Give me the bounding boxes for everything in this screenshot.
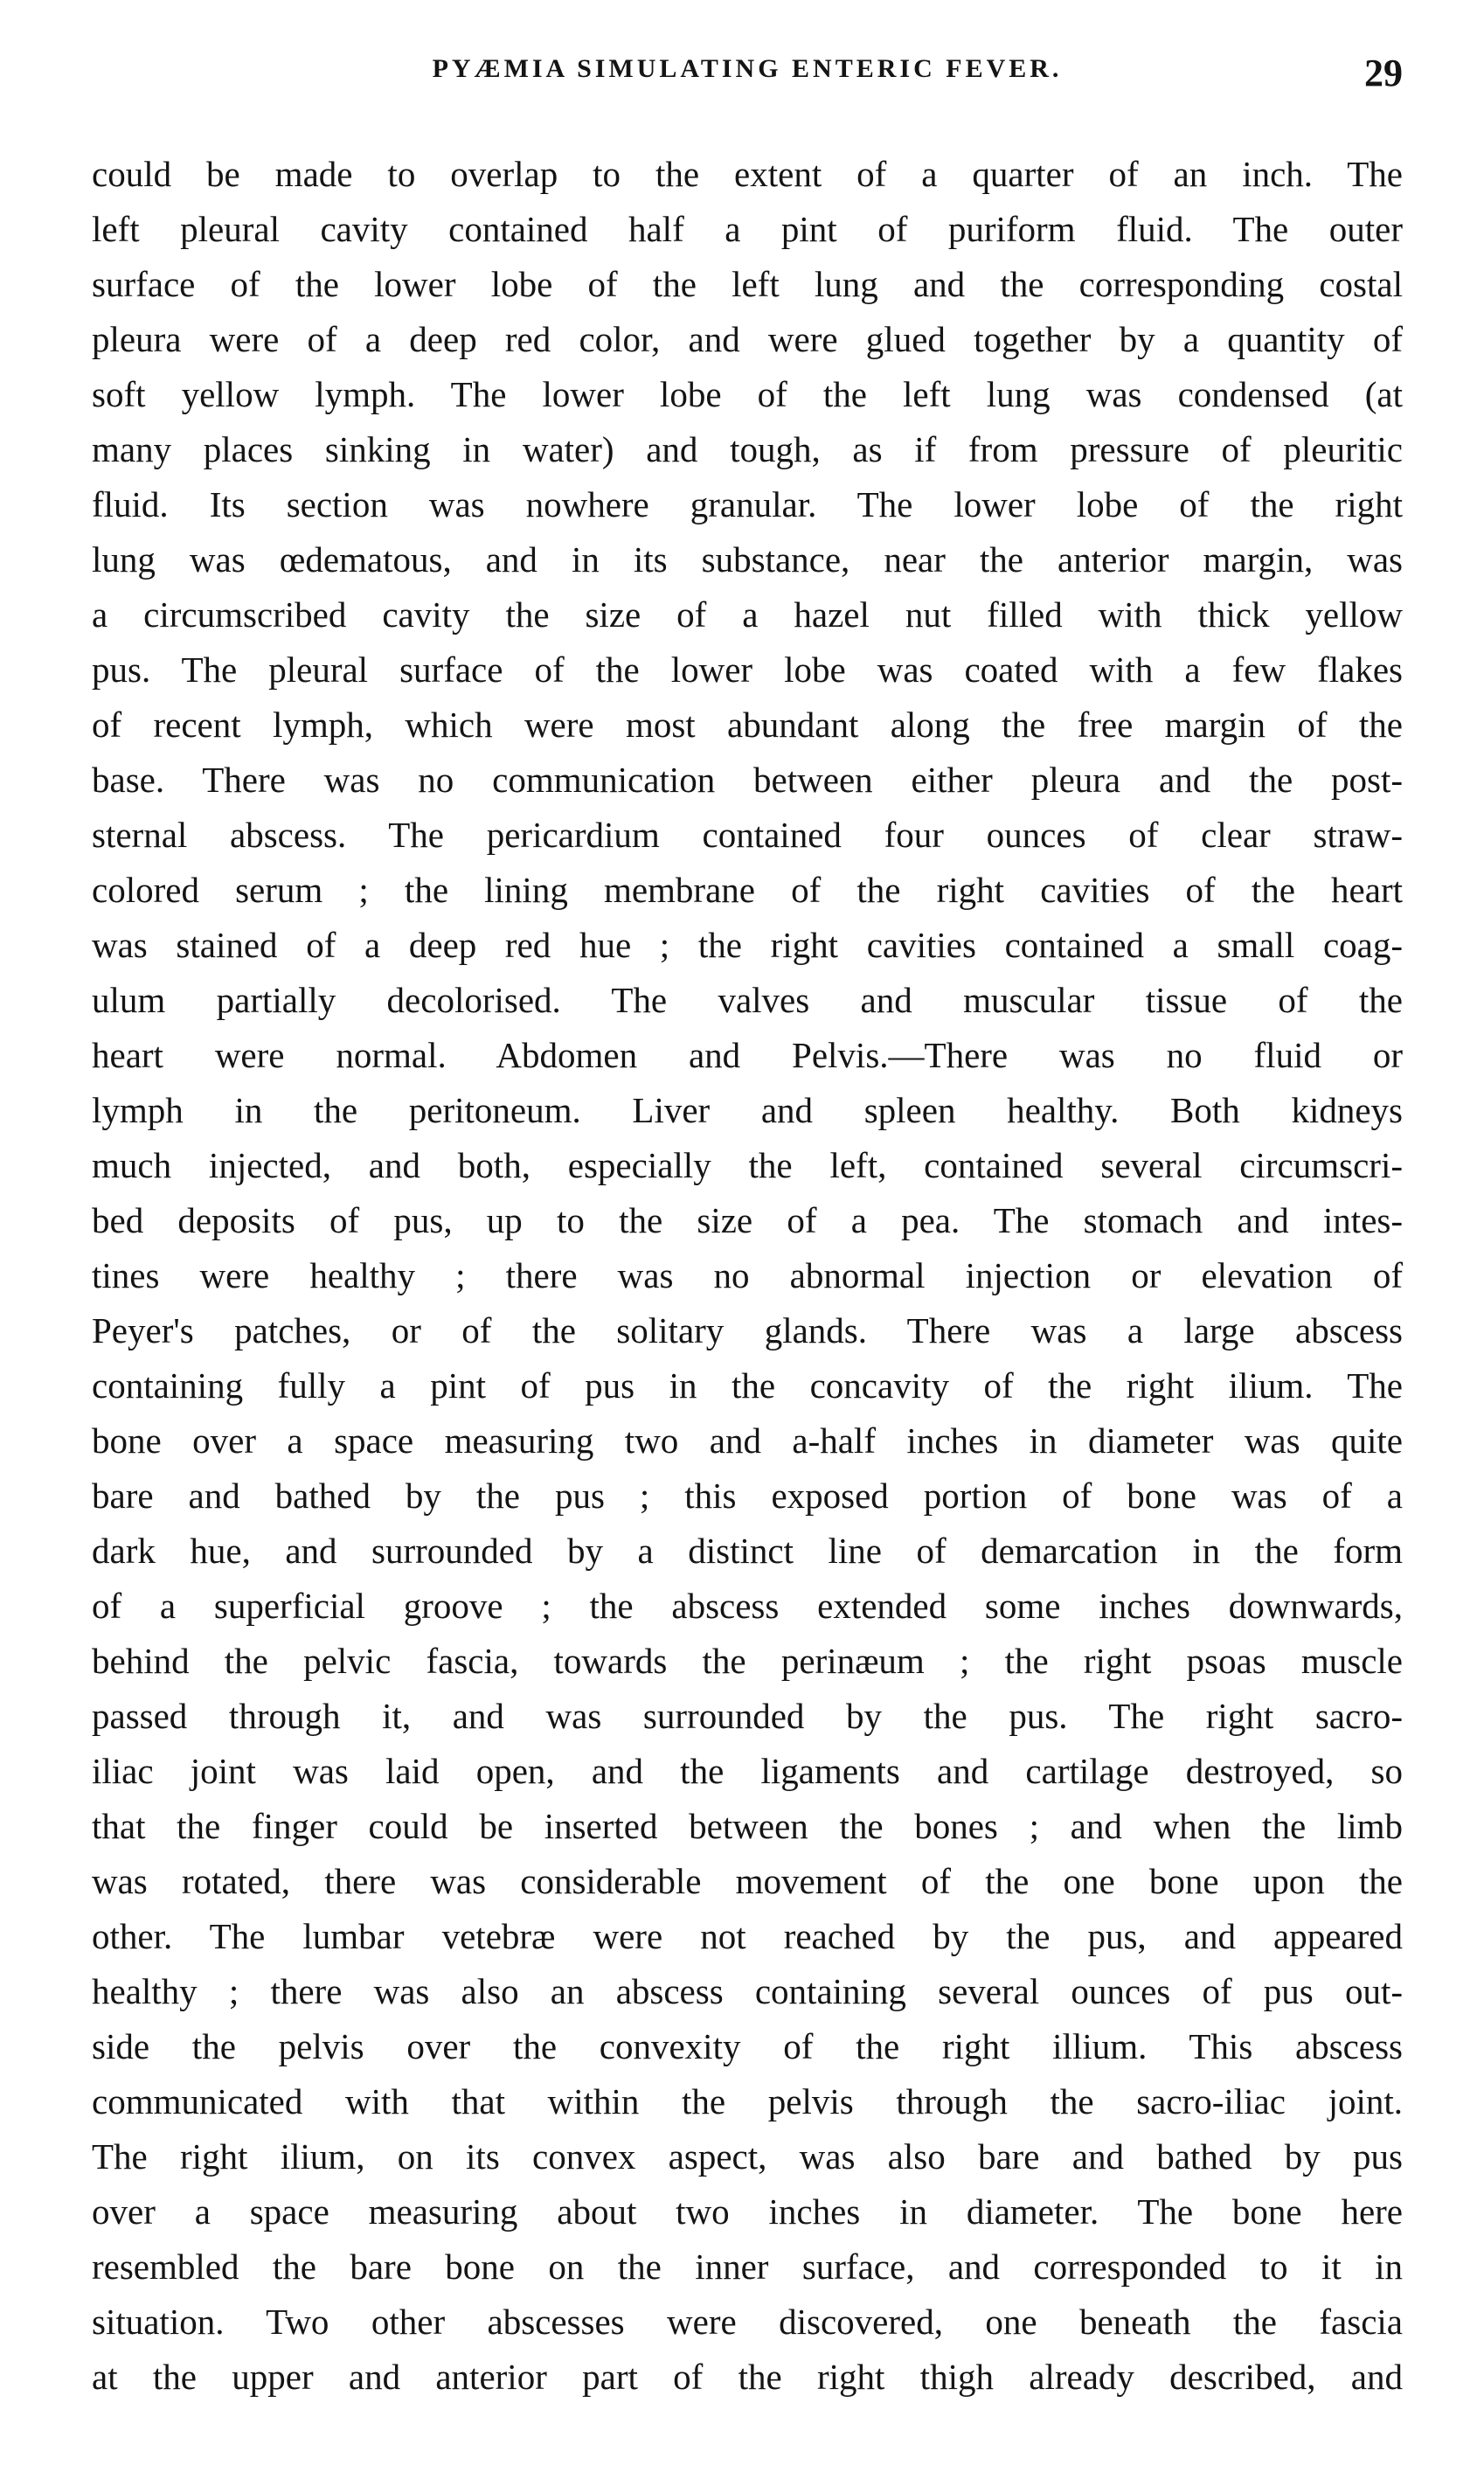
running-head bbox=[92, 51, 1403, 103]
text-line: bone over a space measuring two and a-half inches in diameter was quite bbox=[92, 1420, 1403, 1461]
running-title: PYÆMIA SIMULATING ENTERIC FEVER. bbox=[432, 54, 1063, 83]
text-line: situation. Two other abscesses were discovered, one beneath the fascia bbox=[92, 2302, 1403, 2342]
text-line: other. The lumbar vetebræ were not reached by the pus, and appeared bbox=[92, 1916, 1403, 1956]
text-line: sternal abscess. The pericardium contained four ounces of clear straw- bbox=[92, 815, 1403, 855]
text-line: pus. The pleural surface of the lower lobe was coated with a few flakes bbox=[92, 649, 1403, 690]
text-line: over a space measuring about two inches in diameter. The bone here bbox=[92, 2191, 1403, 2232]
text-line: at the upper and anterior part of the right thigh already described, and bbox=[92, 2357, 1403, 2397]
text-line: containing fully a pint of pus in the concavity of the right ilium. The bbox=[92, 1365, 1403, 1406]
text-line: dark hue, and surrounded by a distinct line of demarcation in the form bbox=[92, 1531, 1403, 1571]
text-line: behind the pelvic fascia, towards the perinæum ; the right psoas muscle bbox=[92, 1641, 1403, 1681]
text-line: communicated with that within the pelvis through the sacro-iliac joint. bbox=[92, 2081, 1403, 2121]
text-line: base. There was no communication between either pleura and the post- bbox=[92, 760, 1403, 800]
text-line: colored serum ; the lining membrane of the right cavities of the heart bbox=[92, 870, 1403, 910]
text-line: healthy ; there was also an abscess containing several ounces of pus out- bbox=[92, 1971, 1403, 2011]
text-line: lung was œdematous, and in its substance, near the anterior margin, was bbox=[92, 539, 1403, 580]
text-line: bed deposits of pus, up to the size of a pea. The stomach and intes- bbox=[92, 1200, 1403, 1240]
text-line: of a superficial groove ; the abscess extended some inches downwards, bbox=[92, 1586, 1403, 1626]
text-line: could be made to overlap to the extent of a quarter of an inch. The bbox=[92, 154, 1403, 194]
text-line: surface of the lower lobe of the left lung and the corresponding costal bbox=[92, 264, 1403, 304]
text-line: left pleural cavity contained half a pint of puriform fluid. The outer bbox=[92, 209, 1403, 249]
page-number: 29 bbox=[1364, 52, 1403, 94]
text-line: ulum partially decolorised. The valves and muscular tissue of the bbox=[92, 980, 1403, 1020]
text-line: tines were healthy ; there was no abnormal injection or elevation of bbox=[92, 1255, 1403, 1295]
text-line: heart were normal. Abdomen and Pelvis.—There was no fluid or bbox=[92, 1035, 1403, 1075]
text-line: many places sinking in water) and tough, as if from pressure of pleuritic bbox=[92, 429, 1403, 469]
text-line: that the finger could be inserted between the bones ; and when the limb bbox=[92, 1806, 1403, 1846]
text-line: a circumscribed cavity the size of a hazel nut filled with thick yellow bbox=[92, 594, 1403, 635]
text-line: bare and bathed by the pus ; this exposed portion of bone was of a bbox=[92, 1476, 1403, 1516]
text-line: side the pelvis over the convexity of the right illium. This abscess bbox=[92, 2026, 1403, 2066]
text-line: much injected, and both, especially the left, contained several circumscri- bbox=[92, 1145, 1403, 1185]
text-line: passed through it, and was surrounded by the pus. The right sacro- bbox=[92, 1696, 1403, 1736]
text-line: fluid. Its section was nowhere granular. The lower lobe of the right bbox=[92, 484, 1403, 524]
text-line: Peyer's patches, or of the solitary glands. There was a large abscess bbox=[92, 1310, 1403, 1351]
text-line: soft yellow lymph. The lower lobe of the left lung was condensed (at bbox=[92, 374, 1403, 414]
text-line: of recent lymph, which were most abundant along the free margin of the bbox=[92, 705, 1403, 745]
text-line: iliac joint was laid open, and the ligaments and cartilage destroyed, so bbox=[92, 1751, 1403, 1791]
text-line: resembled the bare bone on the inner surface, and corresponded to it in bbox=[92, 2246, 1403, 2287]
body-text bbox=[92, 147, 1403, 2405]
text-line: lymph in the peritoneum. Liver and spleen healthy. Both kidneys bbox=[92, 1090, 1403, 1130]
text-line: The right ilium, on its convex aspect, was also bare and bathed by pus bbox=[92, 2136, 1403, 2177]
text-line: pleura were of a deep red color, and were glued together by a quantity of bbox=[92, 319, 1403, 359]
text-line: was stained of a deep red hue ; the right cavities contained a small coag- bbox=[92, 925, 1403, 965]
text-line: was rotated, there was considerable movement of the one bone upon the bbox=[92, 1861, 1403, 1901]
